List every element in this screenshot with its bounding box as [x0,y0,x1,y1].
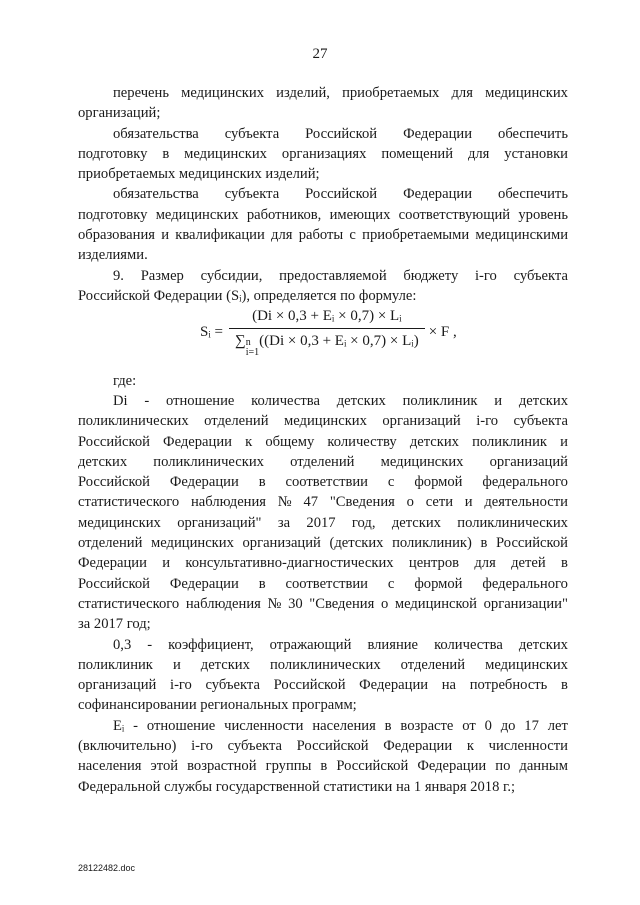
text-line: подготовку медицинских работников, имеющих соответствующий уровень [78,206,568,223]
text-line: образования и квалификации для работы с приобретаемыми медицинскими [78,227,568,244]
sum-symbol: ∑ [235,333,246,350]
text-line: отделений медицинских организаций (детских поликлиник) в Российской [78,535,568,552]
text-line: за 2017 год; [78,616,151,633]
paragraph [78,184,568,265]
text-line: медицинских организаций" за 2017 год, детских поликлинических [78,514,568,531]
text-line: Российской Федерации (Sᵢ), определяется по формуле: [78,287,417,304]
formula-denominator [229,328,425,358]
text-line: 9. Размер субсидии, предоставляемой бюджету i-го субъекта [113,267,568,284]
text-line: населения этой возрастной группы в Российской Федерации по данным [78,758,568,775]
paragraph [78,83,568,124]
sum-limits [246,338,259,358]
paragraph [78,266,568,307]
text-line: Di - отношение количества детских поликлиник и детских [113,393,568,409]
text-line: (включительно) i-го субъекта Российской Федерации к численности [78,738,568,755]
paragraph [78,716,568,797]
formula-lhs: Sᵢ = [200,324,224,340]
text-line: софинансировании региональных программ; [78,697,357,714]
paragraph [78,391,568,635]
footer-file-code: 28122482.doc [78,863,136,873]
text-line: статистического наблюдения № 47 "Сведения о сети и деятельности [78,494,568,511]
text-line: статистического наблюдения № 30 "Сведения о медицинской организации" [78,595,568,612]
text-line: Российской Федерации к общему количеству детских поликлиник и [78,433,568,450]
paragraph [78,124,568,185]
text-line: обязательства субъекта Российской Федерации обеспечить [113,186,568,203]
page-number: 27 [312,46,328,62]
formula-rhs: × F , [428,324,457,340]
text-line: Российской Федерации в соответствии с формой федерального [78,575,568,592]
text-line: приобретаемых медицинских изделий; [78,166,320,183]
text-line: Eᵢ - отношение численности населения в возрасте от 0 до 17 лет [113,717,568,734]
text-line: обязательства субъекта Российской Федерации обеспечить [113,125,568,142]
formula-numerator: (Di × 0,3 + Eᵢ × 0,7) × Lᵢ [252,308,402,324]
text-line: Федеральной службы государственной статистики на 1 января 2018 г.; [78,778,516,795]
sum-lower-limit: i=1 [245,347,260,359]
text-line: Федерации и консультативно-диагностических центров для детей в [78,555,568,572]
text-line: изделиями. [78,247,148,264]
text-line: подготовку в медицинских организациях помещений для установки [78,145,568,162]
body-text-bottom [78,391,568,797]
formula-denominator-expression: ((Di × 0,3 + Eᵢ × 0,7) × Lᵢ) [259,333,419,350]
text-line: Российской Федерации в соответствии с формой федерального [78,474,568,491]
text-line: перечень медицинских изделий, приобретаемых для медицинских [113,85,568,101]
text-line: организаций; [78,105,161,122]
text-line: 0,3 - коэффициент, отражающий влияние количества детских [113,636,568,653]
body-text-top [78,83,568,306]
text-line: детских поликлинических отделений медицинских организаций [78,453,568,470]
where-label: где: [113,373,137,389]
subsidy-formula [200,306,457,358]
text-line: организаций i-го субъекта Российской Федерации на потребность в [78,677,568,694]
paragraph [78,635,568,716]
text-line: поликлиник и детских поликлинических отделений медицинских [78,656,568,673]
formula-fraction [229,306,425,358]
text-line: поликлинических отделений медицинских организаций i-го субъекта [78,413,568,430]
sum-upper-limit: n [245,337,251,349]
